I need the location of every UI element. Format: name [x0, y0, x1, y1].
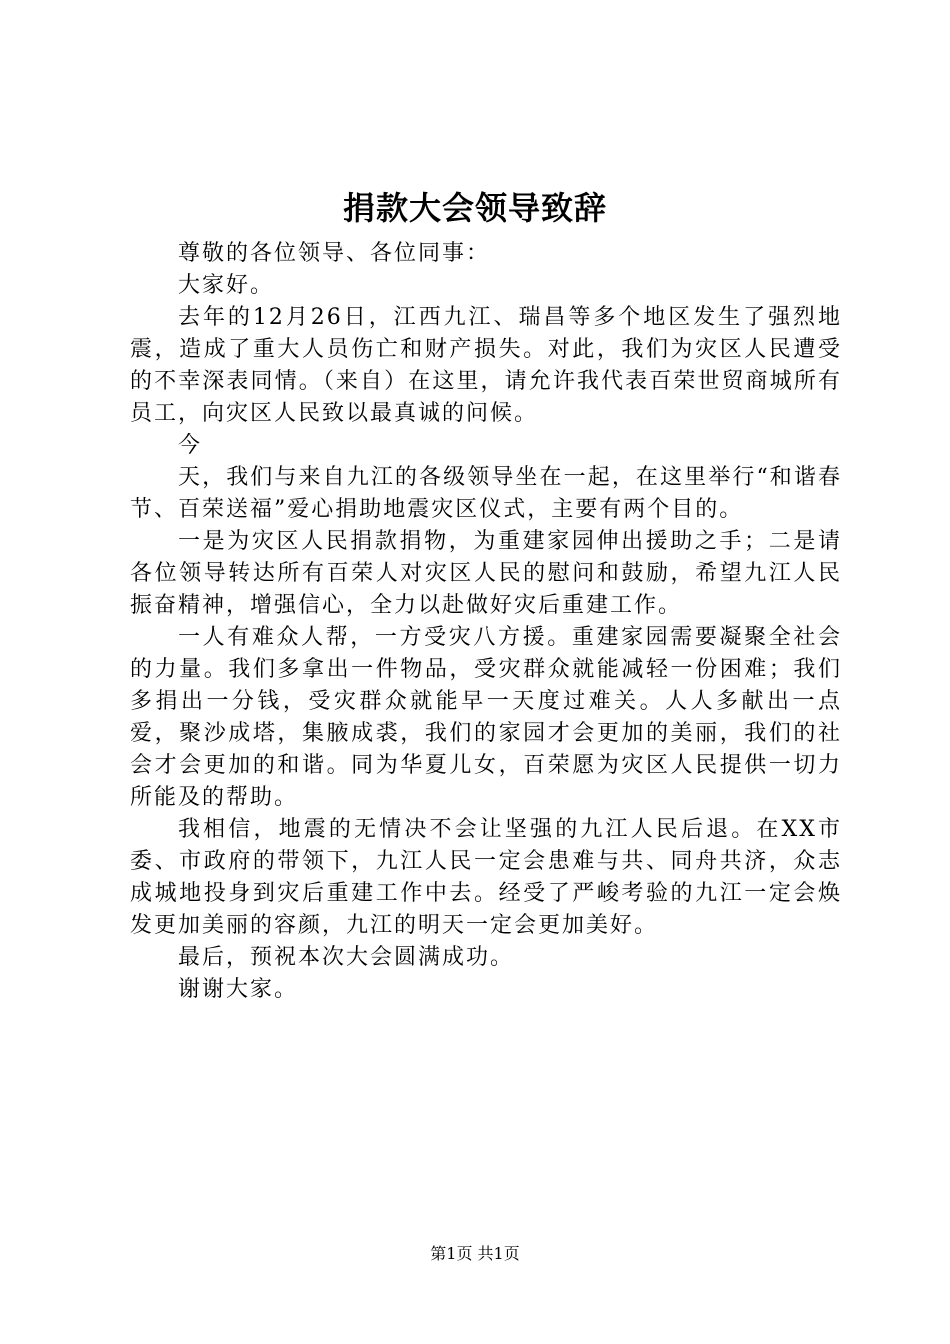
- paragraph-closing-wish: 最后，预祝本次大会圆满成功。: [178, 945, 515, 970]
- page-footer: 第1页 共1页: [430, 1244, 520, 1263]
- paragraph-ceremony: 天，我们与来自九江的各级领导坐在一起，在这里举行“和谐春节、百荣送福”爱心捐助地震灾区仪式，主要有两个目的。: [130, 465, 842, 522]
- paragraph-today-fragment: 今: [178, 433, 203, 458]
- document-body: [130, 238, 842, 1006]
- paragraph-purposes: 一是为灾区人民捐款捐物，为重建家园伸出援助之手；二是请各位领导转达所有百荣人对灾区人民的慰问和鼓励，希望九江人民振奋精神，增强信心，全力以赴做好灾后重建工作。: [130, 529, 842, 618]
- paragraph-thanks: 谢谢大家。: [178, 977, 299, 1002]
- paragraph-confidence: 我相信，地震的无情决不会让坚强的九江人民后退。在XX市委、市政府的带领下，九江人民一定会患难与共、同舟共济，众志成城地投身到灾后重建工作中去。经受了严峻考验的九江一定会焕发更加美丽的容颜，九江的明天一定会更加美好。: [130, 817, 842, 938]
- paragraph-solidarity: 一人有难众人帮，一方受灾八方援。重建家园需要凝聚全社会的力量。我们多拿出一件物品，受灾群众就能减轻一份困难；我们多捐出一分钱，受灾群众就能早一天度过难关。人人多献出一点爱，聚沙成塔，集腋成裘，我们的家园才会更加的美丽，我们的社会才会更加的和谐。同为华夏儿女，百荣愿为灾区人民提供一切力所能及的帮助。: [130, 625, 842, 810]
- document-title: 捐款大会领导致辞: [342, 189, 607, 227]
- paragraph-earthquake: 去年的12月26日，江西九江、瑞昌等多个地区发生了强烈地震，造成了重大人员伤亡和财产损失。对此，我们为灾区人民遭受的不幸深表同情。（来自）在这里，请允许我代表百荣世贸商城所有员工，向灾区人民致以最真诚的问候。: [130, 305, 842, 426]
- salutation: 尊敬的各位领导、各位同事：: [178, 241, 491, 266]
- greeting: 大家好。: [178, 273, 275, 298]
